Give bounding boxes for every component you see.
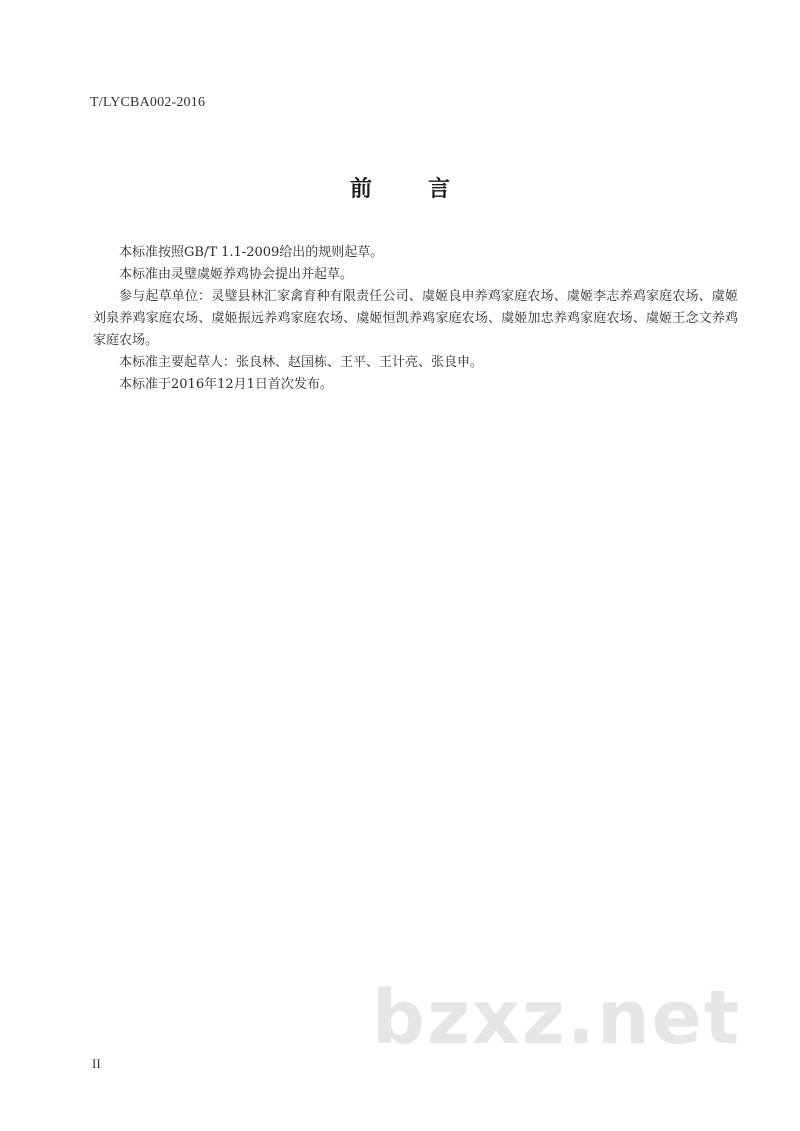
watermark-logo: bzxz.net (372, 975, 742, 1061)
paragraph-drafting-rules: 本标准按照GB/T 1.1-2009给出的规则起草。 (119, 245, 384, 260)
page-title: 前言 (349, 177, 506, 202)
paragraph-participating-units: 参与起草单位：灵璧县林汇家禽育种有限责任公司、虞姬良申养鸡家庭农场、虞姬李志养鸡家庭农场、虞姬刘泉养鸡家庭农场、虞姬振远养鸡家庭农场、虞姬恒凯养鸡家庭农场、虞姬加忠养鸡家庭农场、虞姬王念文养鸡家庭农场。 (93, 289, 738, 348)
foreword-body (93, 242, 738, 396)
paragraph-release-date: 本标准于2016年12月1日首次发布。 (119, 377, 333, 392)
paragraph-main-drafters: 本标准主要起草人：张良林、赵国栋、王平、王计亮、张良申。 (119, 355, 484, 370)
paragraph-proposer: 本标准由灵璧虞姬养鸡协会提出并起草。 (119, 267, 354, 282)
page-number: II (92, 1056, 101, 1071)
standard-code: T/LYCBA002-2016 (90, 95, 206, 110)
